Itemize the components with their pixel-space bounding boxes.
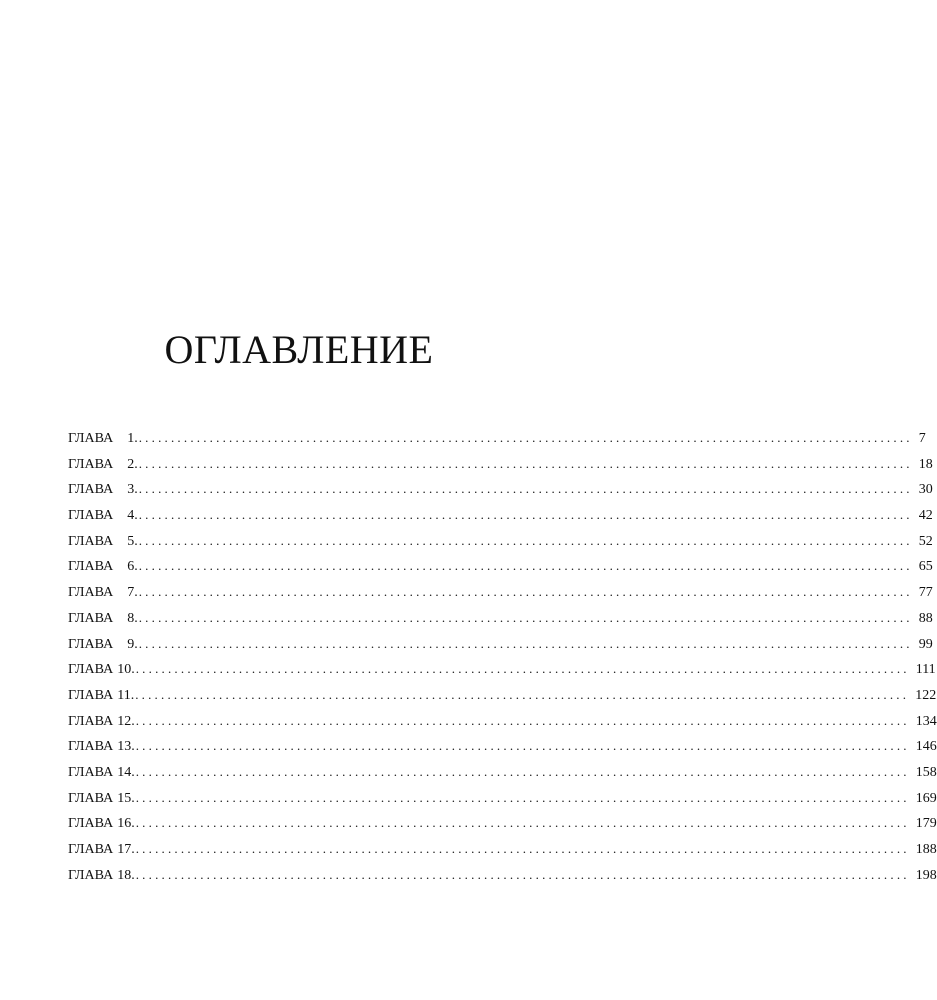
toc-entry[interactable]	[68, 865, 937, 891]
toc-entry[interactable]	[68, 813, 937, 839]
toc-entry-label: ГЛАВА	[68, 610, 114, 626]
toc-entry-page: 52	[918, 533, 933, 549]
toc-entry-page: 42	[918, 508, 933, 524]
toc-entry-page: 111	[915, 662, 936, 678]
toc-entry-page: 18	[918, 456, 933, 472]
toc-entry-page: 158	[915, 764, 937, 780]
toc-entry-number: 6.	[127, 559, 138, 575]
toc-entry-page: 65	[918, 559, 933, 575]
toc-leader-dots: ........................................................................................................................	[135, 763, 910, 779]
toc-entry-label: ГЛАВА	[68, 636, 114, 652]
toc-leader-dots: ........................................................................................................................	[135, 815, 910, 831]
toc-entry[interactable]	[68, 608, 933, 634]
toc-entry[interactable]	[68, 711, 937, 737]
toc-entry-label: ГЛАВА	[68, 533, 114, 549]
toc-entry-page: 122	[915, 687, 937, 703]
toc-entry-label: ГЛАВА	[68, 816, 114, 832]
toc-leader-dots: ........................................................................................................................	[138, 455, 913, 471]
toc-leader-dots: ........................................................................................................................	[135, 738, 910, 754]
toc-entry-label: ГЛАВА	[68, 431, 114, 446]
toc-entry-label: ГЛАВА	[68, 739, 114, 755]
toc-entry-number: 4.	[127, 508, 138, 524]
toc-entry-page: 169	[915, 790, 937, 806]
toc-entry-number: 11.	[117, 687, 135, 703]
toc-leader-dots: ........................................................................................................................	[138, 481, 913, 497]
toc-entry[interactable]	[68, 505, 933, 531]
toc-entry-page: 188	[915, 842, 937, 857]
toc-entry[interactable]	[68, 685, 937, 711]
toc-entry-page: 179	[915, 816, 937, 832]
toc-entry-number: 5.	[127, 533, 138, 549]
toc-entry-number: 14.	[117, 764, 135, 780]
toc-entry-number: 18.	[117, 867, 135, 883]
toc-entry-label: ГЛАВА	[68, 559, 114, 575]
toc-entry-label: ГЛАВА	[68, 508, 114, 524]
toc-entry[interactable]	[68, 659, 936, 685]
toc-leader-dots: ........................................................................................................................	[135, 866, 910, 882]
toc-entry-label: ГЛАВА	[68, 585, 114, 601]
toc-leader-dots: ........................................................................................................................	[138, 635, 913, 651]
toc-entry[interactable]	[68, 428, 926, 454]
toc-entry-number: 3.	[127, 482, 138, 498]
toc-leader-dots: ........................................................................................................................	[135, 661, 910, 677]
toc-leader-dots: ........................................................................................................................	[135, 686, 910, 702]
toc-entry-label: ГЛАВА	[68, 842, 114, 857]
toc-entry-number: 1.	[127, 431, 138, 446]
toc-entry-label: ГЛАВА	[68, 482, 114, 498]
toc-entry[interactable]	[68, 531, 933, 557]
page-title: ОГЛАВЛЕНИЕ	[164, 327, 434, 372]
toc-entry-number: 7.	[127, 585, 138, 601]
toc-leader-dots: ........................................................................................................................	[138, 430, 913, 445]
toc-leader-dots: ........................................................................................................................	[138, 507, 913, 523]
toc-entry[interactable]	[68, 582, 933, 608]
toc-entry[interactable]	[68, 839, 937, 865]
table-of-contents	[68, 428, 937, 890]
toc-leader-dots: ........................................................................................................................	[138, 609, 913, 625]
toc-entry-label: ГЛАВА	[68, 764, 114, 780]
toc-entry-number: 2.	[127, 456, 138, 472]
toc-entry-label: ГЛАВА	[68, 662, 114, 678]
toc-entry-label: ГЛАВА	[68, 713, 114, 729]
toc-entry[interactable]	[68, 788, 937, 814]
toc-entry[interactable]	[68, 736, 937, 762]
toc-entry-label: ГЛАВА	[68, 790, 114, 806]
toc-leader-dots: ........................................................................................................................	[138, 584, 913, 600]
toc-entry-page: 99	[918, 636, 933, 652]
toc-entry-number: 10.	[117, 662, 135, 678]
toc-leader-dots: ........................................................................................................................	[138, 558, 913, 574]
toc-entry-page: 7	[918, 431, 926, 446]
toc-entry-label: ГЛАВА	[68, 687, 114, 703]
toc-entry-number: 16.	[117, 816, 135, 832]
toc-entry-page: 134	[915, 713, 937, 729]
toc-entry-page: 30	[918, 482, 933, 498]
toc-entry-page: 198	[915, 867, 937, 883]
toc-entry-label: ГЛАВА	[68, 456, 114, 472]
toc-entry-number: 8.	[127, 610, 138, 626]
toc-leader-dots: ........................................................................................................................	[135, 712, 910, 728]
toc-entry-number: 17.	[117, 842, 135, 857]
toc-leader-dots: ........................................................................................................................	[135, 789, 910, 805]
toc-entry[interactable]	[68, 634, 933, 660]
toc-leader-dots: ........................................................................................................................	[135, 841, 910, 856]
toc-entry[interactable]	[68, 556, 933, 582]
toc-entry[interactable]	[68, 479, 933, 505]
toc-entry[interactable]	[68, 454, 933, 480]
toc-entry-number: 13.	[117, 739, 135, 755]
toc-leader-dots: ........................................................................................................................	[138, 532, 913, 548]
toc-entry-label: ГЛАВА	[68, 867, 114, 883]
toc-entry-page: 146	[915, 739, 937, 755]
toc-entry[interactable]	[68, 762, 937, 788]
toc-entry-page: 88	[918, 610, 933, 626]
toc-entry-number: 12.	[117, 713, 135, 729]
toc-entry-number: 9.	[127, 636, 138, 652]
toc-entry-number: 15.	[117, 790, 135, 806]
toc-entry-page: 77	[918, 585, 933, 601]
